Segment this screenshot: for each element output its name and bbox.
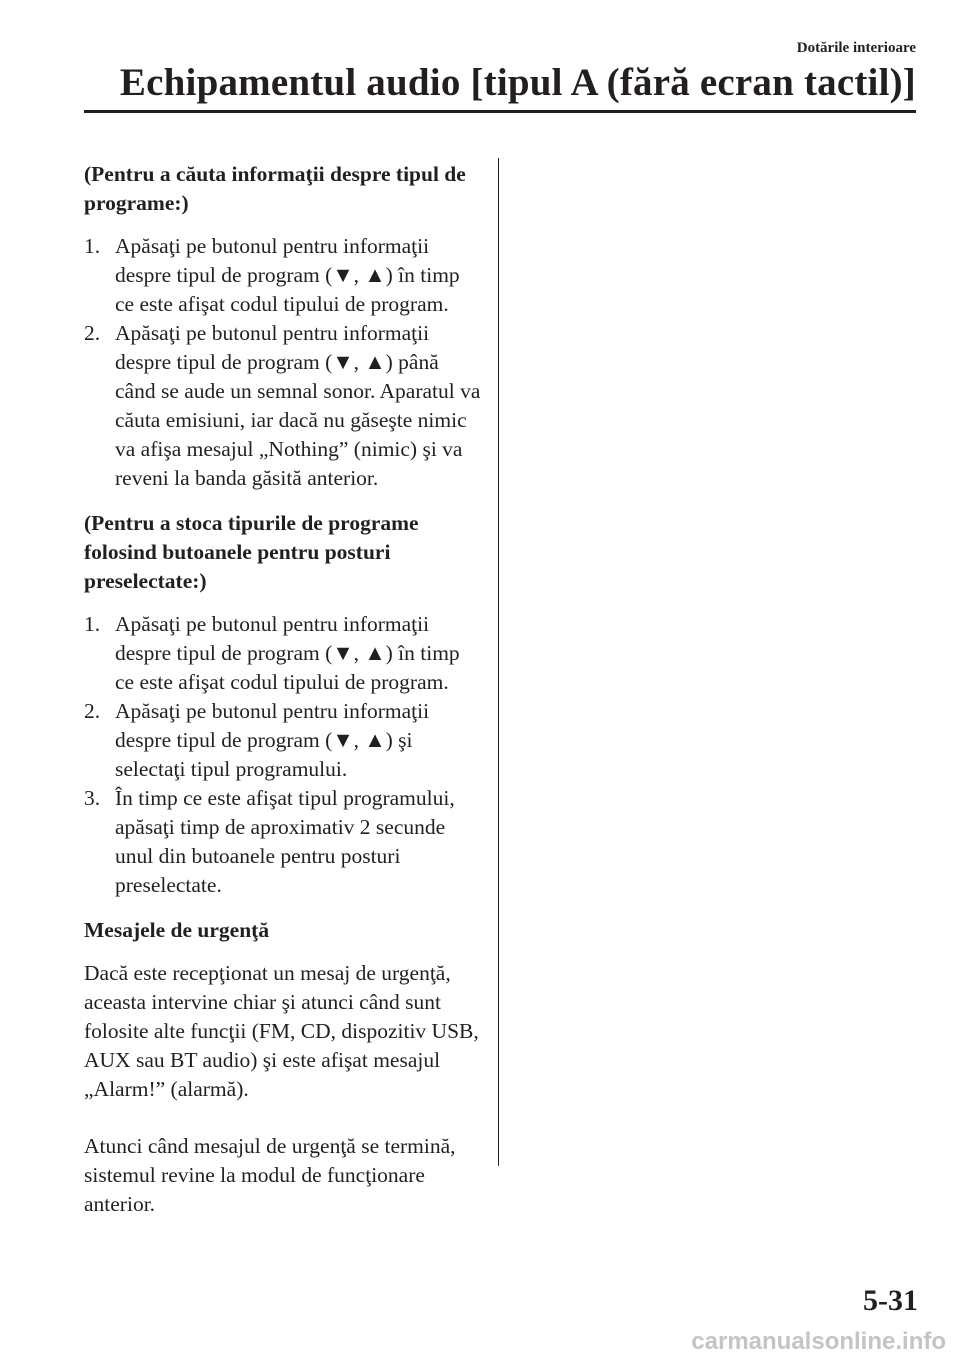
step-text: Apăsaţi pe butonul pentru informaţii despre tipul de program (▼, ▲) în timp ce este afişat codul tipului de program. [115, 612, 460, 694]
main-column [84, 160, 484, 1235]
step-text: Apăsaţi pe butonul pentru informaţii despre tipul de program (▼, ▲) şi selectaţi tipul programului. [115, 699, 430, 781]
store-program-type-heading: (Pentru a stoca tipurile de programe folosind butoanele pentru posturi preselectate:) [84, 511, 419, 593]
emergency-paragraph: Dacă este recepţionat un mesaj de urgenţă, aceasta intervine chiar şi atunci când sunt folosite alte funcţii (FM, CD, dispozitiv USB, AUX sau BT audio) şi este afişat mesajul „Alarm!” (alarmă). [84, 961, 479, 1101]
store-steps-list [84, 610, 484, 900]
step-number: 1. [84, 234, 101, 258]
step-number: 2. [84, 321, 101, 345]
watermark: carmanualsonline.info [691, 1328, 946, 1355]
step-number: 3. [84, 786, 101, 810]
page-title: Echipamentul audio [tipul A (fără ecran tactil)] [119, 61, 916, 104]
column-divider [498, 158, 499, 1166]
header-section-label: Dotările interioare [796, 40, 916, 56]
step-number: 2. [84, 699, 101, 723]
list-item [84, 319, 484, 493]
step-text: Apăsaţi pe butonul pentru informaţii despre tipul de program (▼, ▲) în timp ce este afişat codul tipului de program. [115, 234, 460, 316]
emergency-end-paragraph: Atunci când mesajul de urgenţă se termină, sistemul revine la modul de funcţionare anterior. [84, 1134, 456, 1216]
list-item [84, 610, 484, 697]
list-item [84, 697, 484, 784]
search-steps-list [84, 232, 484, 493]
search-program-type-heading: (Pentru a căuta informaţii despre tipul de programe:) [84, 162, 466, 215]
list-item [84, 232, 484, 319]
step-text: Apăsaţi pe butonul pentru informaţii despre tipul de program (▼, ▲) până când se aude un semnal sonor. Aparatul va căuta emisiuni, iar dacă nu găseşte nimic va afişa mesajul „Nothing” (nimic) şi va reveni la banda găsită anterior. [115, 321, 481, 490]
emergency-messages-heading: Mesajele de urgenţă [84, 918, 270, 942]
page-number: 5-31 [863, 1284, 918, 1317]
list-item [84, 784, 484, 900]
step-number: 1. [84, 612, 101, 636]
header-rule [84, 110, 916, 113]
step-text: În timp ce este afişat tipul programului, apăsaţi timp de aproximativ 2 secunde unul din butoanele pentru posturi preselectate. [115, 786, 455, 897]
